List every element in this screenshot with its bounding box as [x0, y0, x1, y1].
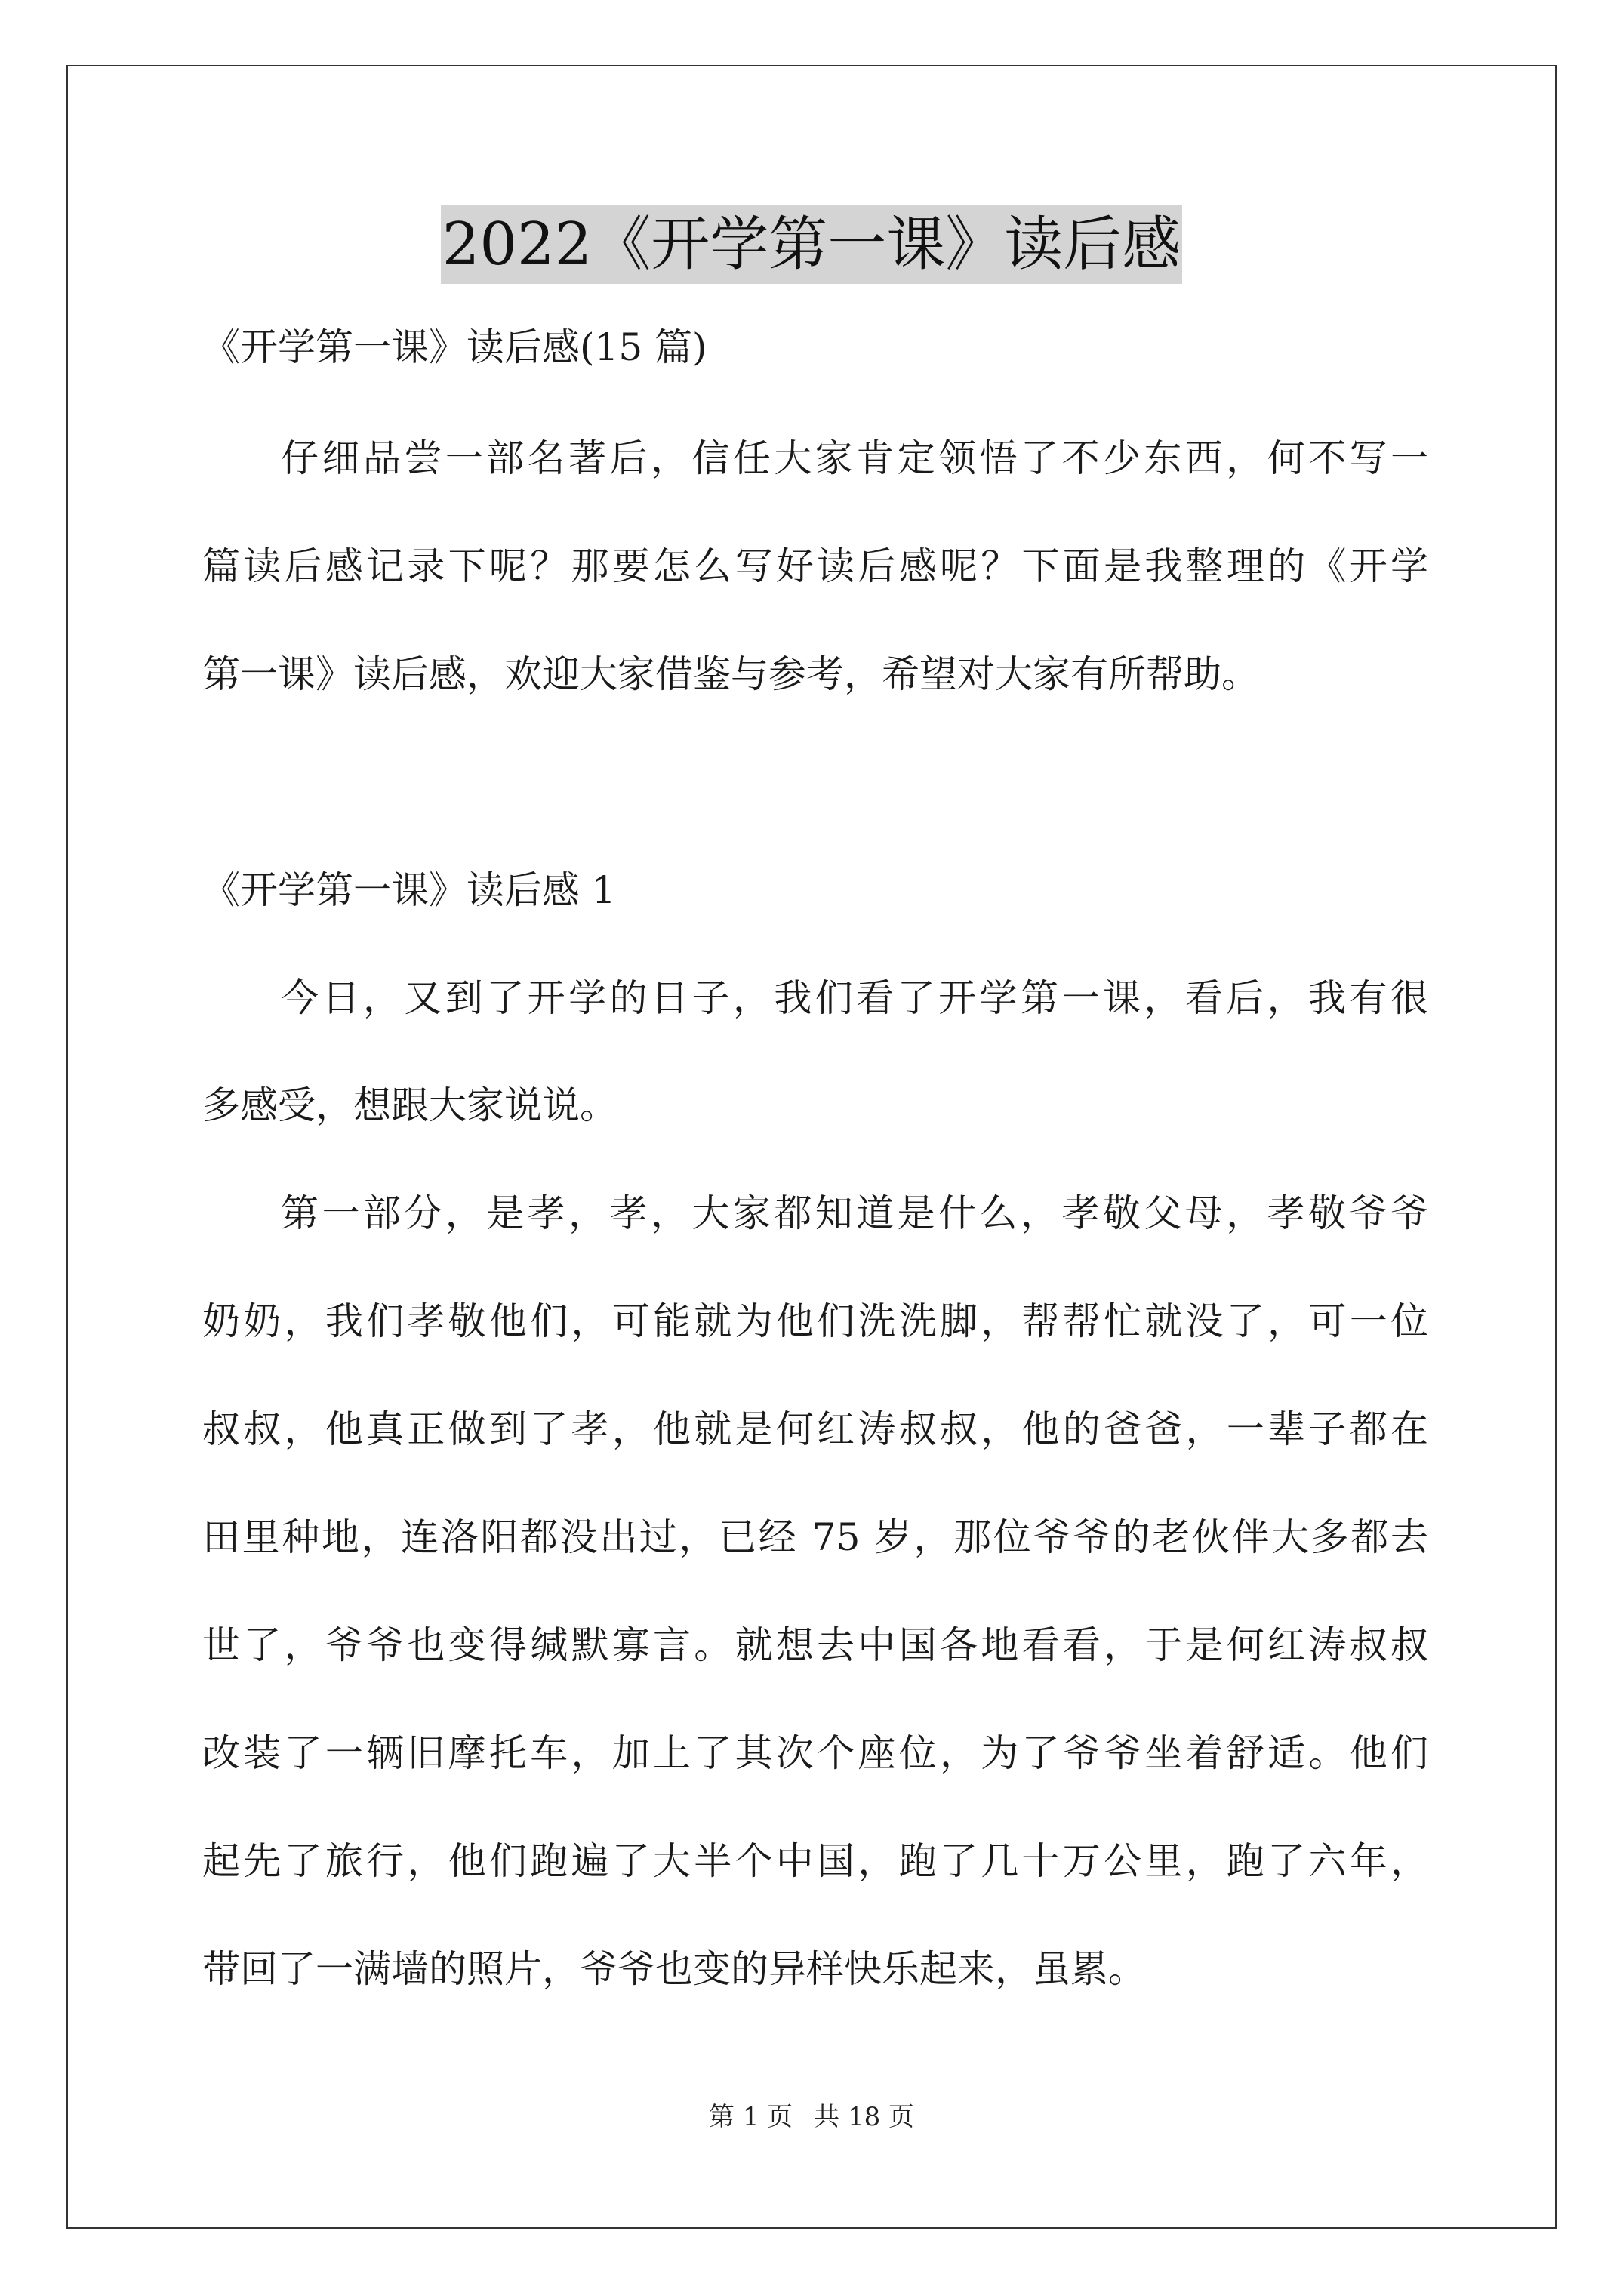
section-heading: 《开学第一课》读后感 1	[202, 868, 616, 912]
paragraph-line: 起先了旅行，他们跑遍了大半个中国，跑了几十万公里，跑了六年，	[202, 1839, 1428, 1883]
page-total: 共 18 页	[814, 2102, 915, 2132]
document-subtitle: 《开学第一课》读后感(15 篇)	[202, 325, 707, 369]
paragraph-line: 奶奶，我们孝敬他们，可能就为他们洗洗脚，帮帮忙就没了，可一位	[202, 1299, 1428, 1343]
document-title: 2022《开学第一课》读后感	[441, 205, 1183, 284]
paragraph-line: 世了，爷爷也变得缄默寡言。就想去中国各地看看，于是何红涛叔叔	[202, 1623, 1428, 1667]
paragraph-line: 带回了一满墙的照片，爷爷也变的异样快乐起来，虽累。	[202, 1947, 1146, 1991]
paragraph-line: 今日，又到了开学的日子，我们看了开学第一课，看后，我有很	[281, 976, 1428, 1020]
page-number: 第 1 页	[708, 2102, 793, 2132]
paragraph-line: 改装了一辆旧摩托车，加上了其次个座位，为了爷爷坐着舒适。他们	[202, 1731, 1428, 1775]
title-container	[0, 205, 1623, 284]
paragraph-line: 多感受，想跟大家说说。	[202, 1083, 617, 1127]
intro-line: 仔细品尝一部名著后，信任大家肯定领悟了不少东西，何不写一	[281, 436, 1428, 480]
intro-line: 第一课》读后感，欢迎大家借鉴与参考，希望对大家有所帮助。	[202, 652, 1259, 696]
intro-line: 篇读后感记录下呢？那要怎么写好读后感呢？下面是我整理的《开学	[202, 544, 1428, 588]
page-footer	[0, 2100, 1623, 2134]
page-border	[66, 65, 1557, 2229]
paragraph-line: 第一部分，是孝，孝，大家都知道是什么，孝敬父母，孝敬爷爷	[281, 1191, 1428, 1235]
paragraph-line: 田里种地，连洛阳都没出过，已经 75 岁，那位爷爷的老伙伴大多都去	[202, 1515, 1428, 1559]
paragraph-line: 叔叔，他真正做到了孝，他就是何红涛叔叔，他的爸爸，一辈子都在	[202, 1407, 1428, 1451]
